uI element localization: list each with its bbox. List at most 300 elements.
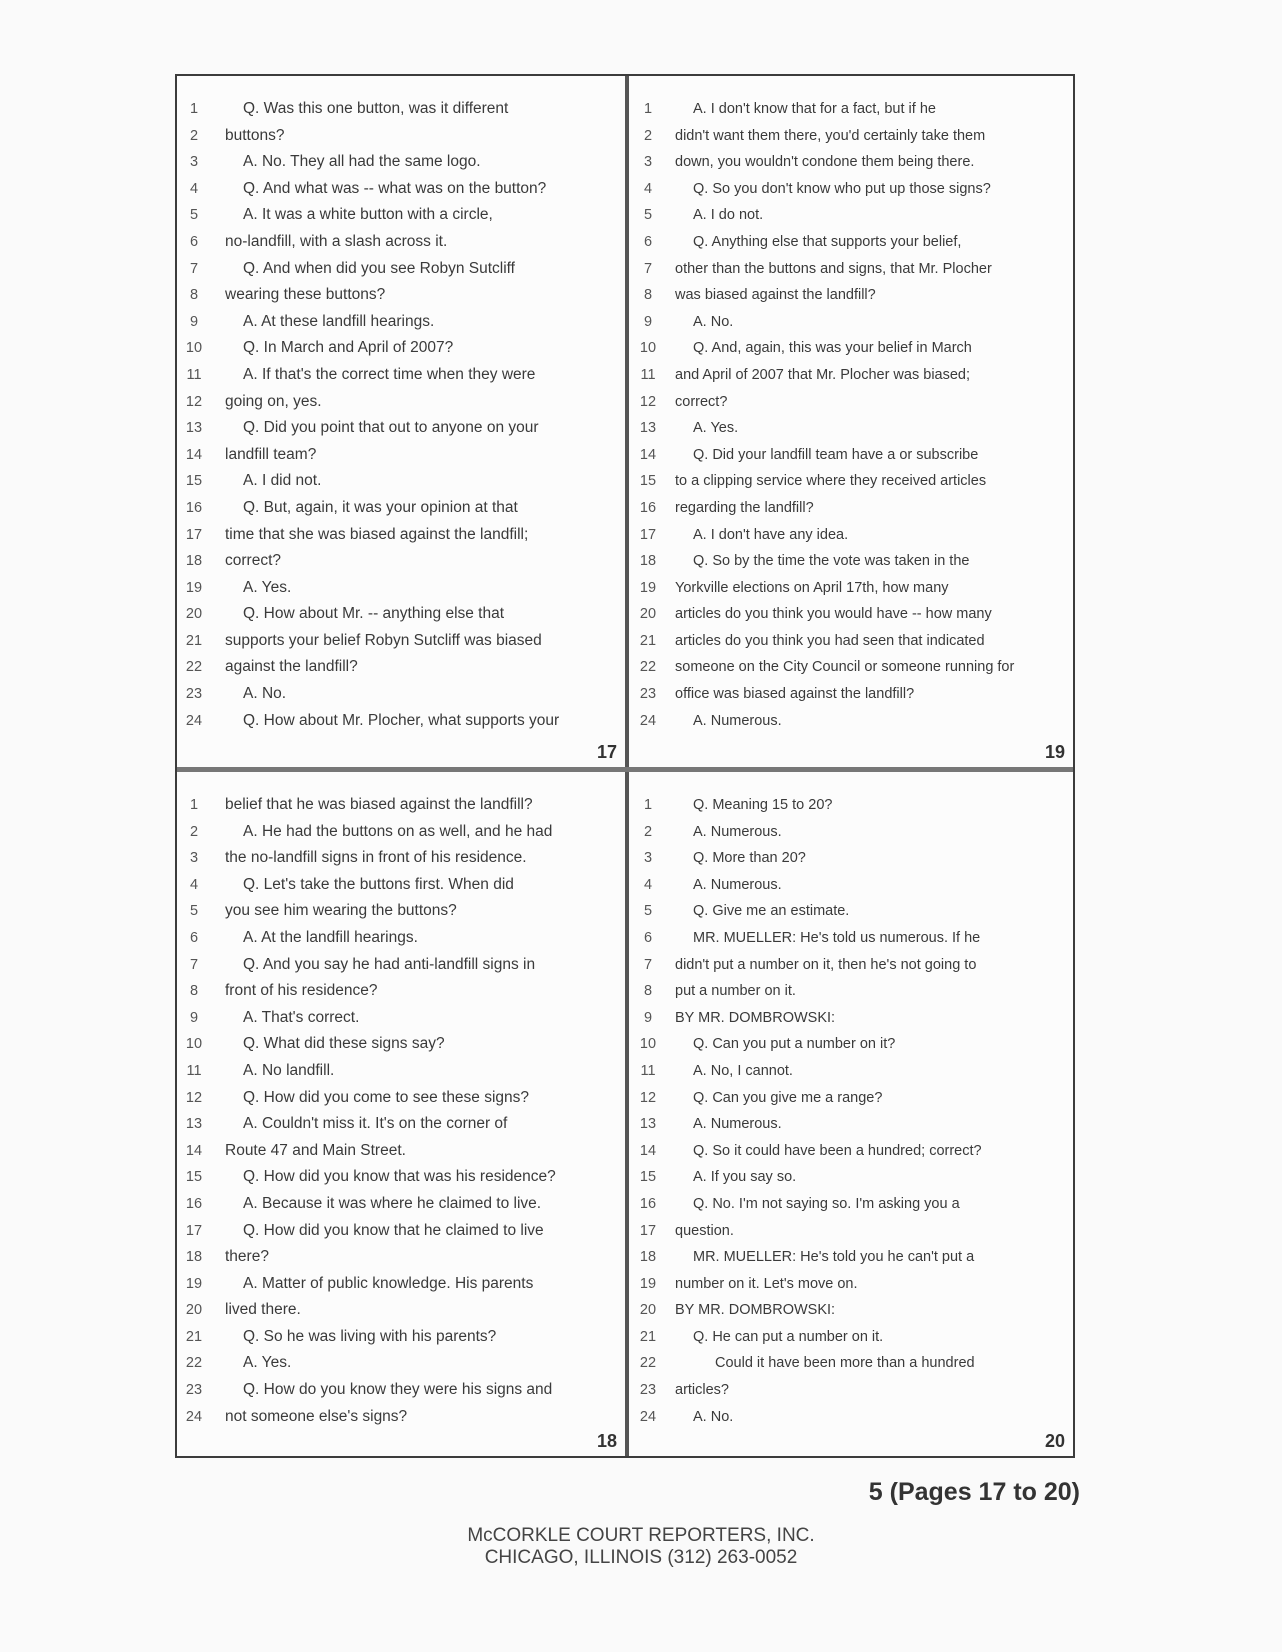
- line-text: Q. How do you know they were his signs and: [243, 1381, 553, 1399]
- line-number: 22: [639, 1355, 657, 1372]
- line-number: 22: [639, 659, 657, 676]
- transcript-line: [177, 1031, 625, 1058]
- line-number: 8: [643, 983, 653, 1000]
- transcript-line: [629, 282, 1073, 309]
- vertical-divider: [625, 76, 629, 1456]
- line-number: 5: [643, 903, 653, 920]
- transcript-line: [177, 1297, 625, 1324]
- line-text: supports your belief Robyn Sutcliff was biased: [225, 631, 542, 649]
- transcript-line: [629, 1085, 1073, 1112]
- line-text: regarding the landfill?: [675, 499, 814, 516]
- line-text: A. No.: [243, 685, 287, 703]
- transcript-line: [177, 468, 625, 495]
- line-text: number on it. Let's move on.: [675, 1275, 858, 1292]
- transcript-line: [629, 1350, 1073, 1377]
- transcript-line: [177, 229, 625, 256]
- line-number: 14: [639, 1142, 657, 1159]
- line-text: A. I do not.: [693, 207, 764, 224]
- transcript-line: [177, 1271, 625, 1298]
- transcript-line: [177, 1164, 625, 1191]
- page-lines: [629, 792, 1073, 1430]
- transcript-line: [177, 925, 625, 952]
- transcript-line: [177, 256, 625, 283]
- line-number: 15: [185, 473, 203, 490]
- line-number: 15: [639, 1169, 657, 1186]
- transcript-line: [177, 1218, 625, 1245]
- line-number: 21: [185, 632, 203, 649]
- line-number: 6: [189, 233, 199, 250]
- line-text: Q. And you say he had anti-landfill signs in: [243, 955, 536, 973]
- line-number: 13: [185, 1116, 203, 1133]
- transcript-page-18: [177, 772, 625, 1456]
- line-text: Q. How about Mr. -- anything else that: [243, 605, 505, 623]
- line-text: Q. More than 20?: [693, 850, 806, 867]
- line-text: not someone else's signs?: [225, 1407, 408, 1425]
- transcript-line: [177, 708, 625, 735]
- transcript-line: [629, 1377, 1073, 1404]
- line-text: Q. So he was living with his parents?: [243, 1327, 497, 1345]
- transcript-line: [177, 96, 625, 123]
- line-number: 11: [640, 366, 656, 383]
- line-text: front of his residence?: [225, 982, 378, 1000]
- line-number: 19: [185, 579, 203, 596]
- line-number: 5: [189, 207, 199, 224]
- line-text: no-landfill, with a slash across it.: [225, 232, 448, 250]
- line-number: 4: [643, 180, 653, 197]
- line-number: 7: [643, 956, 653, 973]
- line-text: Q. But, again, it was your opinion at that: [243, 498, 518, 516]
- line-number: 3: [643, 850, 653, 867]
- line-text: Q. How did you know that he claimed to live: [243, 1221, 544, 1239]
- line-number: 5: [189, 903, 199, 920]
- line-text: BY MR. DOMBROWSKI:: [675, 1009, 836, 1026]
- line-text: articles?: [675, 1382, 729, 1399]
- transcript-line: [629, 1031, 1073, 1058]
- transcript-line: [629, 708, 1073, 735]
- line-number: 9: [189, 1009, 199, 1026]
- line-number: 15: [639, 473, 657, 490]
- line-text: A. Couldn't miss it. It's on the corner of: [243, 1115, 508, 1133]
- transcript-line: [629, 1297, 1073, 1324]
- transcript-line: [177, 1324, 625, 1351]
- line-text: Q. Let's take the buttons first. When did: [243, 875, 514, 893]
- line-text: correct?: [225, 552, 281, 570]
- line-number: 7: [643, 260, 653, 277]
- line-text: Q. What did these signs say?: [243, 1035, 445, 1053]
- transcript-line: [629, 628, 1073, 655]
- line-text: A. Because it was where he claimed to live.: [243, 1194, 542, 1212]
- line-text: Q. In March and April of 2007?: [243, 339, 454, 357]
- line-text: other than the buttons and signs, that Mr. Plocher: [675, 260, 992, 277]
- line-number: 24: [639, 712, 657, 729]
- line-number: 2: [189, 127, 199, 144]
- line-number: 8: [189, 287, 199, 304]
- line-text: belief that he was biased against the landfill?: [225, 796, 533, 813]
- transcript-line: [177, 654, 625, 681]
- line-number: 19: [639, 1275, 657, 1292]
- transcript-line: [177, 149, 625, 176]
- transcript-line: [629, 1191, 1073, 1218]
- transcript-line: [629, 845, 1073, 872]
- transcript-line: [629, 1271, 1073, 1298]
- transcript-line: [629, 335, 1073, 362]
- line-number: 11: [640, 1062, 656, 1079]
- transcript-line: [177, 952, 625, 979]
- line-text: BY MR. DOMBROWSKI:: [675, 1302, 836, 1319]
- line-number: 23: [639, 1382, 657, 1399]
- line-number: 18: [185, 553, 203, 570]
- transcript-line: [177, 309, 625, 336]
- line-text: Q. So it could have been a hundred; correct?: [693, 1142, 982, 1159]
- line-number: 14: [185, 446, 203, 463]
- transcript-line: [177, 1350, 625, 1377]
- line-number: 12: [185, 1089, 203, 1106]
- line-text: question.: [675, 1222, 734, 1239]
- line-number: 18: [185, 1249, 203, 1266]
- company-footer: [0, 1525, 1282, 1569]
- transcript-line: [629, 1218, 1073, 1245]
- transcript-line: [629, 176, 1073, 203]
- transcript-line: [177, 335, 625, 362]
- line-text: A. Numerous.: [693, 876, 782, 893]
- transcript-line: [629, 1005, 1073, 1032]
- line-number: 2: [189, 823, 199, 840]
- transcript-line: [629, 1164, 1073, 1191]
- line-number: 12: [639, 393, 657, 410]
- line-number: 7: [189, 956, 199, 973]
- transcript-line: [177, 495, 625, 522]
- company-location: CHICAGO, ILLINOIS (312) 263-0052: [484, 1547, 798, 1568]
- line-text: articles do you think you would have -- how many: [675, 606, 992, 623]
- line-text: A. No. They all had the same logo.: [243, 153, 481, 171]
- line-text: A. No.: [693, 1408, 734, 1425]
- transcript-line: [177, 1111, 625, 1138]
- transcript-line: [177, 1058, 625, 1085]
- line-number: 20: [185, 606, 203, 623]
- line-number: 9: [643, 313, 653, 330]
- line-text: to a clipping service where they received articles: [675, 473, 987, 490]
- transcript-line: [629, 819, 1073, 846]
- transcript-line: [177, 1244, 625, 1271]
- transcript-line: [629, 1324, 1073, 1351]
- line-number: 6: [643, 929, 653, 946]
- line-text: Q. And when did you see Robyn Sutcliff: [243, 259, 515, 277]
- transcript-line: [177, 1138, 625, 1165]
- line-number: 13: [639, 1116, 657, 1133]
- line-text: A. That's correct.: [243, 1008, 360, 1026]
- line-number: 17: [639, 526, 657, 543]
- transcript-line: [629, 952, 1073, 979]
- transcript-line: [629, 309, 1073, 336]
- line-number: 19: [185, 1275, 203, 1292]
- line-text: lived there.: [225, 1301, 301, 1319]
- transcript-page-20: [629, 772, 1073, 1456]
- transcript-line: [629, 123, 1073, 150]
- line-number: 11: [186, 1062, 202, 1079]
- page-lines: [177, 792, 625, 1430]
- transcript-line: [629, 654, 1073, 681]
- transcript-line: [629, 548, 1073, 575]
- page-number: 18: [596, 1431, 617, 1451]
- line-number: 4: [189, 180, 199, 197]
- line-number: 14: [639, 446, 657, 463]
- line-text: Q. Did your landfill team have a or subscribe: [693, 446, 979, 463]
- line-text: office was biased against the landfill?: [675, 686, 915, 703]
- page-number: 20: [1044, 1431, 1065, 1451]
- line-number: 23: [639, 686, 657, 703]
- line-number: 4: [643, 876, 653, 893]
- line-number: 10: [639, 340, 657, 357]
- transcript-line: [629, 362, 1073, 389]
- transcript-line: [629, 202, 1073, 229]
- transcript-line: [629, 1111, 1073, 1138]
- line-number: 3: [643, 154, 653, 171]
- line-number: 3: [189, 850, 199, 867]
- transcript-line: [629, 898, 1073, 925]
- line-text: A. At the landfill hearings.: [243, 928, 418, 946]
- line-text: the no-landfill signs in front of his residence.: [225, 849, 527, 867]
- line-number: 4: [189, 876, 199, 893]
- line-text: against the landfill?: [225, 658, 358, 676]
- transcript-line: [177, 442, 625, 469]
- line-text: Q. How did you come to see these signs?: [243, 1088, 530, 1106]
- line-text: A. No, I cannot.: [693, 1062, 793, 1079]
- transcript-line: [629, 522, 1073, 549]
- transcript-line: [177, 1404, 625, 1431]
- line-number: 23: [185, 686, 203, 703]
- line-number: 20: [185, 1302, 203, 1319]
- line-number: 18: [639, 553, 657, 570]
- line-number: 12: [185, 393, 203, 410]
- transcript-line: [177, 681, 625, 708]
- transcript-line: [629, 96, 1073, 123]
- transcript-page-19: [629, 76, 1073, 767]
- transcript-line: [177, 601, 625, 628]
- transcript-line: [177, 872, 625, 899]
- line-text: and April of 2007 that Mr. Plocher was biased;: [675, 366, 971, 383]
- line-text: Q. He can put a number on it.: [693, 1328, 884, 1345]
- line-number: 16: [185, 499, 203, 516]
- line-number: 24: [185, 712, 203, 729]
- company-name: McCORKLE COURT REPORTERS, INC.: [467, 1525, 815, 1546]
- line-number: 24: [185, 1408, 203, 1425]
- transcript-line: [177, 389, 625, 416]
- transcript-line: [629, 601, 1073, 628]
- line-text: Q. Anything else that supports your belief,: [693, 233, 962, 250]
- transcript-line: [629, 468, 1073, 495]
- transcript-page-17: [177, 76, 625, 767]
- line-number: 6: [189, 929, 199, 946]
- transcript-line: [177, 522, 625, 549]
- transcript-line: [177, 1377, 625, 1404]
- line-number: 1: [189, 101, 199, 117]
- line-text: A. He had the buttons on as well, and he had: [243, 822, 553, 840]
- line-text: A. Yes.: [243, 578, 292, 596]
- transcript-line: [177, 202, 625, 229]
- line-text: Q. So by the time the vote was taken in the: [693, 553, 970, 570]
- page-lines: [177, 96, 625, 734]
- line-text: Q. How about Mr. Plocher, what supports your: [243, 711, 560, 729]
- line-text: articles do you think you had seen that indicated: [675, 632, 985, 649]
- line-number: 21: [185, 1328, 203, 1345]
- line-number: 24: [639, 1408, 657, 1425]
- transcript-line: [629, 229, 1073, 256]
- line-text: A. Numerous.: [693, 823, 782, 840]
- line-number: 21: [639, 1328, 657, 1345]
- line-number: 8: [643, 287, 653, 304]
- transcript-line: [629, 1244, 1073, 1271]
- line-text: Yorkville elections on April 17th, how many: [675, 579, 949, 596]
- page-lines: [629, 96, 1073, 734]
- line-text: MR. MUELLER: He's told you he can't put a: [693, 1249, 975, 1266]
- line-number: 17: [639, 1222, 657, 1239]
- line-text: Q. Was this one button, was it different: [243, 100, 509, 117]
- line-text: Q. Did you point that out to anyone on your: [243, 419, 539, 437]
- line-text: MR. MUELLER: He's told us numerous. If he: [693, 929, 981, 946]
- line-number: 10: [639, 1036, 657, 1053]
- transcript-line: [629, 256, 1073, 283]
- line-text: Q. Give me an estimate.: [693, 903, 850, 920]
- line-number: 1: [643, 797, 653, 813]
- line-number: 2: [643, 823, 653, 840]
- transcript-line: [177, 362, 625, 389]
- line-number: 16: [185, 1195, 203, 1212]
- line-text: didn't put a number on it, then he's not going to: [675, 956, 977, 973]
- line-text: buttons?: [225, 126, 285, 144]
- line-text: Q. No. I'm not saying so. I'm asking you a: [693, 1195, 960, 1212]
- line-text: Q. Can you give me a range?: [693, 1089, 883, 1106]
- line-text: someone on the City Council or someone running for: [675, 659, 1015, 676]
- page-number: 19: [1044, 742, 1065, 762]
- line-text: Q. And, again, this was your belief in March: [693, 340, 972, 357]
- line-text: there?: [225, 1248, 269, 1266]
- line-text: A. I don't know that for a fact, but if he: [693, 101, 936, 117]
- transcript-line: [177, 1191, 625, 1218]
- line-text: A. I don't have any idea.: [693, 526, 849, 543]
- line-number: 9: [643, 1009, 653, 1026]
- page-number: 17: [596, 742, 617, 762]
- line-text: A. It was a white button with a circle,: [243, 206, 493, 224]
- page-range-label: 5 (Pages 17 to 20): [868, 1478, 1080, 1506]
- line-text: Route 47 and Main Street.: [225, 1141, 406, 1159]
- line-text: you see him wearing the buttons?: [225, 902, 457, 920]
- transcript-line: [629, 495, 1073, 522]
- line-text: A. If that's the correct time when they were: [243, 365, 536, 383]
- line-text: A. If you say so.: [693, 1169, 797, 1186]
- transcript-line: [629, 442, 1073, 469]
- line-number: 1: [643, 101, 653, 117]
- line-text: Q. How did you know that was his residence?: [243, 1168, 556, 1186]
- line-number: 17: [185, 526, 203, 543]
- transcript-line: [177, 819, 625, 846]
- transcript-line: [629, 978, 1073, 1005]
- line-number: 3: [189, 154, 199, 171]
- line-number: 7: [189, 260, 199, 277]
- line-text: A. No landfill.: [243, 1061, 335, 1079]
- line-number: 6: [643, 233, 653, 250]
- line-number: 12: [639, 1089, 657, 1106]
- line-text: down, you wouldn't condone them being there.: [675, 154, 975, 171]
- transcript-line: [629, 1058, 1073, 1085]
- transcript-line: [629, 1404, 1073, 1431]
- line-text: A. Yes.: [243, 1354, 292, 1372]
- line-number: 17: [185, 1222, 203, 1239]
- transcript-line: [177, 176, 625, 203]
- transcript-line: [629, 149, 1073, 176]
- transcript-line: [177, 792, 625, 819]
- transcript-line: [629, 792, 1073, 819]
- horizontal-divider: [177, 767, 1073, 772]
- line-number: 1: [189, 797, 199, 813]
- line-text: landfill team?: [225, 445, 317, 463]
- transcript-line: [177, 575, 625, 602]
- line-number: 2: [643, 127, 653, 144]
- line-number: 19: [639, 579, 657, 596]
- transcript-line: [629, 681, 1073, 708]
- transcript-line: [629, 389, 1073, 416]
- transcript-line: [177, 898, 625, 925]
- line-number: 21: [639, 632, 657, 649]
- line-text: Q. Meaning 15 to 20?: [693, 797, 833, 813]
- line-text: didn't want them there, you'd certainly take them: [675, 127, 986, 144]
- line-number: 13: [639, 420, 657, 437]
- line-number: 23: [185, 1382, 203, 1399]
- line-text: A. Matter of public knowledge. His parents: [243, 1274, 534, 1292]
- transcript-line: [177, 978, 625, 1005]
- transcript-line: [177, 1005, 625, 1032]
- transcript-sheet: [175, 74, 1075, 1458]
- line-text: put a number on it.: [675, 983, 796, 1000]
- transcript-line: [629, 925, 1073, 952]
- line-number: 15: [185, 1169, 203, 1186]
- line-number: 10: [185, 340, 203, 357]
- line-text: correct?: [675, 393, 728, 410]
- transcript-line: [177, 123, 625, 150]
- line-text: was biased against the landfill?: [675, 287, 876, 304]
- line-number: 10: [185, 1036, 203, 1053]
- line-text: A. I did not.: [243, 472, 322, 490]
- line-text: time that she was biased against the landfill;: [225, 525, 529, 543]
- transcript-line: [177, 628, 625, 655]
- transcript-line: [177, 415, 625, 442]
- line-text: Could it have been more than a hundred: [715, 1355, 975, 1372]
- line-text: A. No.: [693, 313, 734, 330]
- line-text: Q. So you don't know who put up those signs?: [693, 180, 991, 197]
- line-number: 5: [643, 207, 653, 224]
- line-number: 20: [639, 1302, 657, 1319]
- transcript-line: [629, 575, 1073, 602]
- line-text: wearing these buttons?: [225, 286, 386, 304]
- line-number: 9: [189, 313, 199, 330]
- transcript-line: [177, 282, 625, 309]
- line-text: A. Yes.: [693, 420, 739, 437]
- line-number: 16: [639, 499, 657, 516]
- line-text: Q. And what was -- what was on the button?: [243, 179, 547, 197]
- line-number: 20: [639, 606, 657, 623]
- transcript-line: [629, 415, 1073, 442]
- line-number: 11: [186, 366, 202, 383]
- line-text: Q. Can you put a number on it?: [693, 1036, 896, 1053]
- line-text: going on, yes.: [225, 392, 322, 410]
- line-number: 16: [639, 1195, 657, 1212]
- line-number: 22: [185, 1355, 203, 1372]
- line-text: A. Numerous.: [693, 1116, 782, 1133]
- line-text: A. Numerous.: [693, 712, 782, 729]
- line-number: 13: [185, 420, 203, 437]
- line-number: 14: [185, 1142, 203, 1159]
- line-text: A. At these landfill hearings.: [243, 312, 435, 330]
- transcript-line: [177, 845, 625, 872]
